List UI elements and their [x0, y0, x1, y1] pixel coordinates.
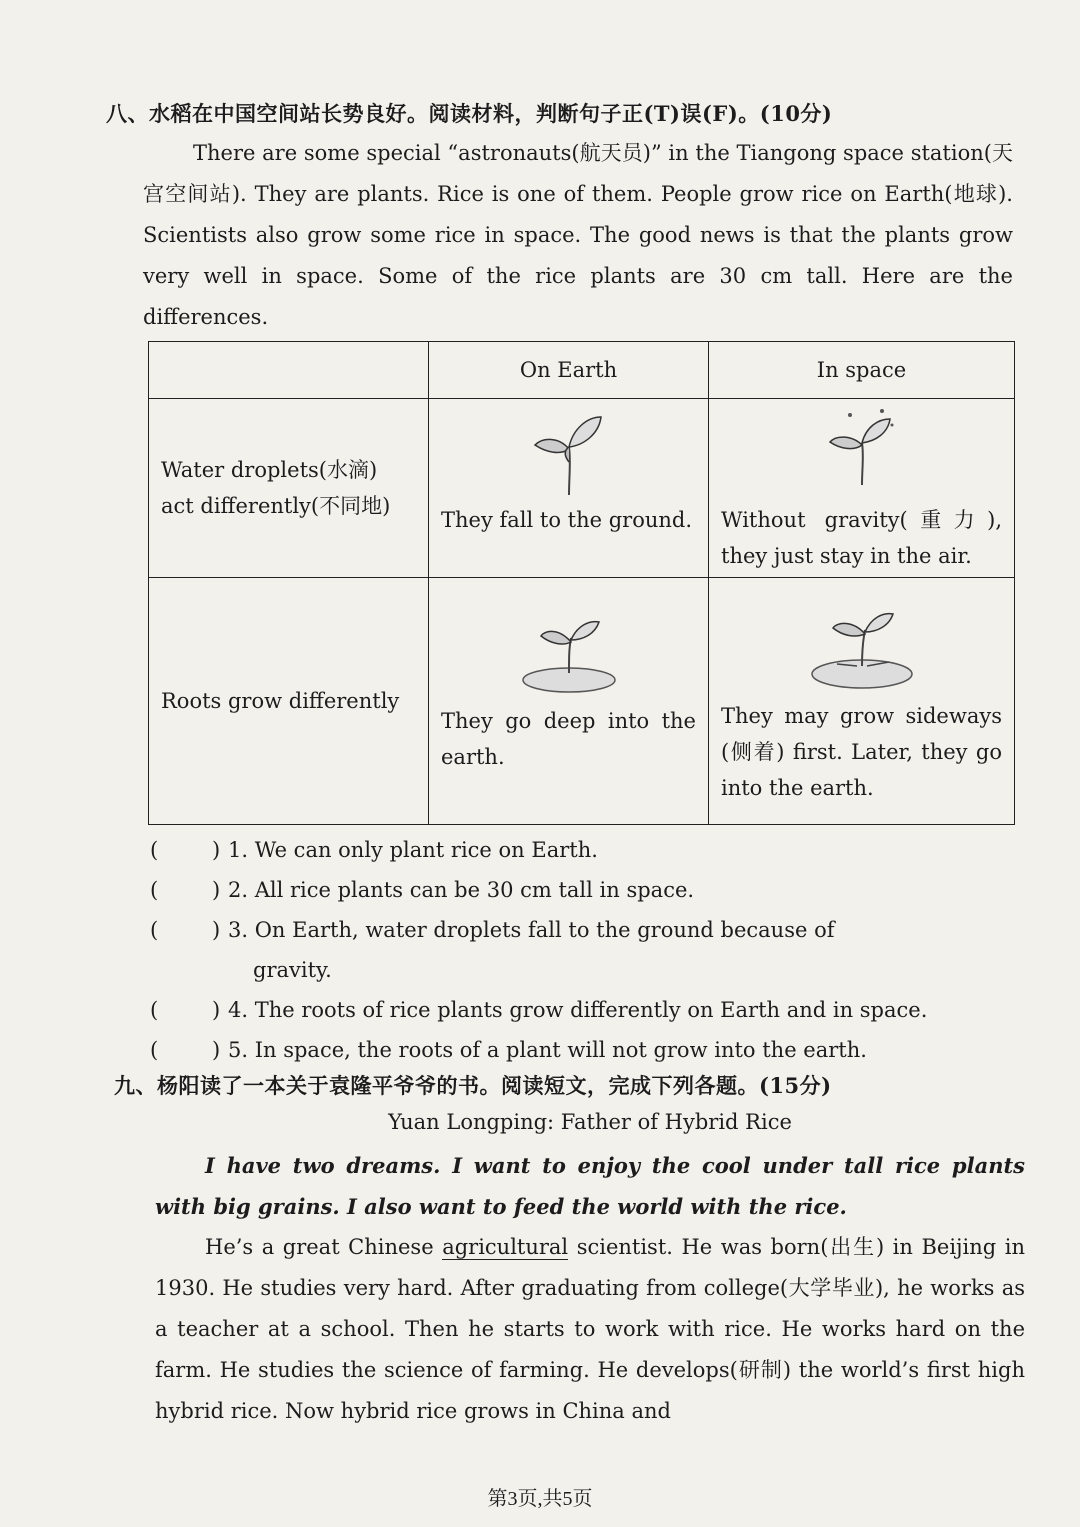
cell-water-earth [429, 399, 709, 578]
question-2-text: 2. All rice plants can be 30 cm tall in space. [228, 878, 695, 902]
page-number: 第3页,共5页 [487, 1488, 593, 1510]
body-text: He’s a great Chinese agricultural scientist. He was born(出生) in Beijing in 1930. He studies very hard. After graduating from college(大学毕业), he works as a teacher at a school. Then he starts to work with rice. He works hard on the farm. He studies the science of farming. He develops(研制) the world’s first high hybrid rice. Now hybrid rice grows in China and [155, 1235, 1025, 1423]
question-1: ( ) 1. We can only plant rice on Earth. [150, 830, 1020, 870]
question-5: ( ) 5. In space, the roots of a plant will not grow into the earth. [150, 1030, 1020, 1070]
seedling-soil-icon [519, 618, 619, 693]
water-earth-text: They fall to the ground. [441, 508, 693, 532]
quote-text: I have two dreams. I want to enjoy the cool under tall rice plants with big grains. I also want to feed the world with the rice. [155, 1153, 1025, 1219]
table-header-space: In space [709, 342, 1015, 399]
row-water-label [149, 399, 429, 578]
article-title: Yuan Longping: Father of Hybrid Rice [388, 1110, 792, 1134]
section-9-heading: 九、杨阳读了一本关于袁隆平爷爷的书。阅读短文，完成下列各题。(15分) [114, 1073, 832, 1098]
cell-roots-space [709, 578, 1015, 825]
question-3: ( ) 3. On Earth, water droplets fall to the ground because of gravity. [150, 910, 1020, 990]
answer-blank-4[interactable]: ( [150, 998, 159, 1022]
section-9-passage [155, 1145, 1025, 1432]
answer-blank-2[interactable]: ( [150, 878, 159, 902]
question-4-text: 4. The roots of rice plants grow differently on Earth and in space. [228, 998, 928, 1022]
question-2: ( ) 2. All rice plants can be 30 cm tall in space. [150, 870, 1020, 910]
question-5-text: 5. In space, the roots of a plant will not grow into the earth. [228, 1038, 867, 1062]
answer-blank-1[interactable]: ( [150, 838, 159, 862]
question-3-text-cont: gravity. [253, 958, 332, 982]
question-1-text: 1. We can only plant rice on Earth. [228, 838, 598, 862]
table-header-earth: On Earth [429, 342, 709, 399]
row-roots-label [149, 578, 429, 825]
roots-space-text: They may grow sideways (侧着) first. Later, they go into the earth. [721, 704, 1002, 800]
question-4: ( ) 4. The roots of rice plants grow differently on Earth and in space. [150, 990, 1020, 1030]
section-8-passage [143, 133, 1013, 338]
sprout-icon [529, 407, 609, 497]
passage-text: There are some special “astronauts(航天员)” in the Tiangong space station(天宫空间站). They are plants. Rice is one of them. People grow rice on Earth(地球). Scientists also grow some rice in space. The good news is that the plants grow very well in space. Some of the rice plants are 30 cm tall. Here are the differences. [143, 141, 1013, 329]
underlined-word: agricultural [442, 1235, 569, 1259]
row-roots-label-text: Roots grow differently [161, 689, 400, 713]
differences-table [148, 341, 1015, 825]
cell-water-space [709, 399, 1015, 578]
seedling-sideways-icon [807, 610, 917, 690]
water-space-text: Without gravity(重力), they just stay in the air. [721, 508, 1002, 568]
table-header-empty [149, 342, 429, 399]
cell-roots-earth [429, 578, 709, 825]
answer-blank-3[interactable]: ( [150, 918, 159, 942]
roots-earth-text: They go deep into the earth. [441, 709, 696, 769]
section-8-heading: 八、水稻在中国空间站长势良好。阅读材料，判断句子正(T)误(F)。(10分) [106, 101, 833, 126]
sprout-droplets-icon [822, 407, 902, 487]
answer-blank-5[interactable]: ( [150, 1038, 159, 1062]
question-3-text: 3. On Earth, water droplets fall to the ground because of [228, 918, 835, 942]
row-water-label-text: Water droplets(水滴) act differently(不同地) [161, 458, 391, 518]
true-false-questions [150, 830, 1020, 1070]
